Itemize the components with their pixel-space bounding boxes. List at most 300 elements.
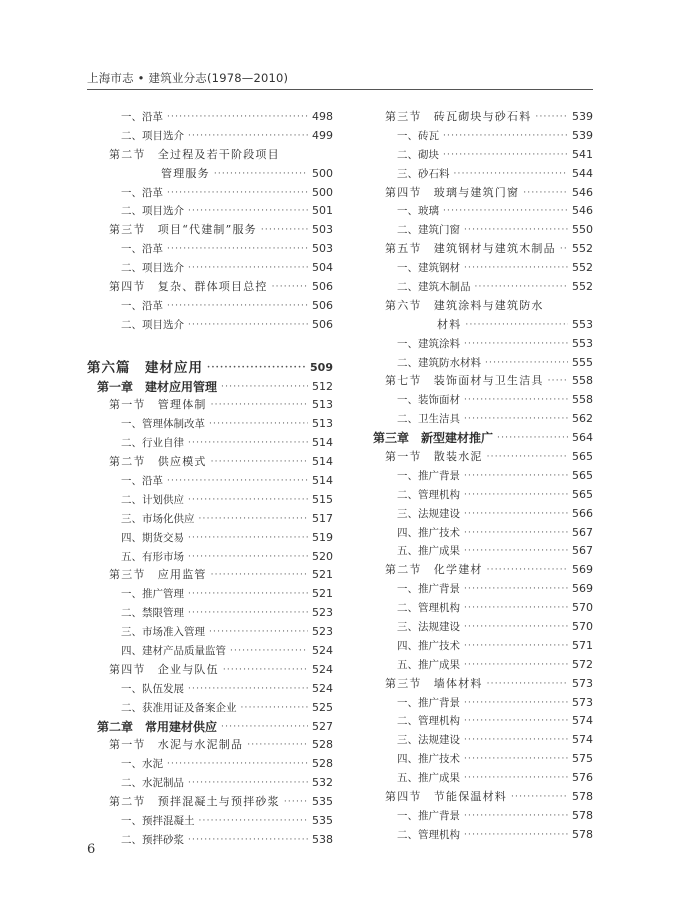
toc-entry-title: 一、推广背景 xyxy=(397,809,460,822)
dot-leader xyxy=(464,221,568,240)
toc-entry-item[interactable] xyxy=(363,618,593,637)
toc-entry-title: 一、队伍发展 xyxy=(121,682,184,695)
toc-entry-title: 三、法规建设 xyxy=(397,621,460,634)
toc-entry-page: 558 xyxy=(572,374,593,388)
toc-entry-chapter[interactable] xyxy=(87,378,333,397)
toc-entry-title: 第二节 预拌混凝土与预拌砂浆 xyxy=(109,795,280,809)
toc-entry-item[interactable] xyxy=(87,548,333,567)
toc-entry-section[interactable] xyxy=(87,278,333,297)
toc-entry-page: 553 xyxy=(572,336,593,350)
toc-entry-page: 553 xyxy=(572,317,593,331)
toc-entry-item[interactable] xyxy=(87,184,333,203)
toc-entry-item[interactable] xyxy=(87,297,333,316)
toc-entry-page: 500 xyxy=(312,166,333,180)
toc-entry-title: 四、期货交易 xyxy=(121,531,184,544)
toc-entry-title: 一、建筑涂料 xyxy=(397,337,460,350)
toc-entry-page: 552 xyxy=(572,242,593,256)
toc-entry-page: 520 xyxy=(312,549,333,563)
toc-entry-item[interactable] xyxy=(87,316,333,335)
toc-entry-page: 506 xyxy=(312,298,333,312)
dot-leader xyxy=(199,812,309,831)
dot-leader xyxy=(464,807,568,826)
toc-entry-chapter[interactable] xyxy=(363,429,593,448)
toc-entry-title: 一、推广背景 xyxy=(397,696,460,709)
toc-entry-section[interactable] xyxy=(363,788,593,807)
dot-leader xyxy=(211,453,308,472)
toc-entry-page: 550 xyxy=(572,223,593,237)
toc-entry-title: 二、水泥制品 xyxy=(121,777,184,790)
toc-entry-chapter[interactable] xyxy=(87,718,333,737)
toc-entry-page: 565 xyxy=(572,450,593,464)
toc-entry-section[interactable] xyxy=(87,396,333,415)
toc-entry-item[interactable] xyxy=(87,755,333,774)
dot-leader xyxy=(188,434,308,453)
dot-leader xyxy=(464,731,568,750)
toc-entry-item[interactable] xyxy=(87,529,333,548)
toc-entry-page: 500 xyxy=(312,185,333,199)
toc-entry-title: 一、装饰面材 xyxy=(397,394,460,407)
toc-entry-item[interactable] xyxy=(87,108,333,127)
toc-entry-page: 509 xyxy=(310,360,333,374)
toc-entry-page: 503 xyxy=(312,223,333,237)
toc-entry-section[interactable] xyxy=(87,566,333,585)
toc-entry-title: 第二章 常用建材供应 xyxy=(97,719,218,734)
toc-entry-item[interactable] xyxy=(363,221,593,240)
toc-entry-page: 578 xyxy=(572,808,593,822)
toc-entry-item[interactable] xyxy=(363,769,593,788)
toc-entry-page: 524 xyxy=(312,644,333,658)
toc-entry-item[interactable] xyxy=(87,415,333,434)
toc-entry-page: 506 xyxy=(312,317,333,331)
toc-entry-title: 二、项目选介 xyxy=(121,262,184,275)
toc-column-right xyxy=(363,108,593,845)
dot-leader xyxy=(535,108,568,127)
dot-leader xyxy=(272,278,308,297)
toc-entry-page: 565 xyxy=(572,487,593,501)
toc-entry-item[interactable] xyxy=(363,524,593,543)
dot-leader xyxy=(487,561,568,580)
toc-entry-title: 三、市场准入管理 xyxy=(121,626,205,639)
toc-entry-title: 第六节 建筑涂料与建筑防水 xyxy=(385,298,544,312)
dot-leader xyxy=(211,566,308,585)
dot-leader xyxy=(497,429,568,448)
toc-entry-page: 535 xyxy=(312,795,333,809)
section-gap xyxy=(87,335,333,359)
toc-entry-page: 528 xyxy=(312,757,333,771)
dot-leader xyxy=(464,750,568,769)
toc-entry-title: 五、推广成果 xyxy=(397,658,460,671)
toc-entry-item[interactable] xyxy=(363,146,593,165)
dot-leader xyxy=(188,604,308,623)
toc-entry-title: 第三章 新型建材推广 xyxy=(373,431,494,446)
dot-leader xyxy=(223,661,308,680)
dot-leader xyxy=(443,127,568,146)
toc-entry-page: 513 xyxy=(312,398,333,412)
toc-entry-title: 二、建筑防水材料 xyxy=(397,356,481,369)
toc-entry-section[interactable] xyxy=(87,661,333,680)
toc-entry-item[interactable] xyxy=(363,410,593,429)
toc-entry-title: 二、行业自律 xyxy=(121,437,184,450)
toc-entry-page: 552 xyxy=(572,280,593,293)
toc-entry-title: 第五节 建筑钢材与建筑木制品 xyxy=(385,242,556,256)
dot-leader xyxy=(241,699,309,718)
toc-entry-item[interactable] xyxy=(363,278,593,297)
dot-leader xyxy=(230,642,308,661)
toc-entry-section[interactable] xyxy=(87,737,333,756)
toc-entry-title: 五、推广成果 xyxy=(397,772,460,785)
toc-entry-title: 一、推广背景 xyxy=(397,469,460,482)
toc-entry-page: 501 xyxy=(312,204,333,218)
toc-entry-title: 第二节 供应模式 xyxy=(109,455,207,469)
toc-entry-page: 503 xyxy=(312,242,333,256)
toc-entry-item[interactable] xyxy=(87,510,333,529)
toc-entry-page: 555 xyxy=(572,355,593,369)
toc-entry-page: 528 xyxy=(312,738,333,752)
toc-entry-page: 564 xyxy=(572,431,593,445)
dot-leader xyxy=(464,637,568,656)
dot-leader xyxy=(487,675,568,694)
dot-leader xyxy=(464,542,568,561)
dot-leader xyxy=(548,372,568,391)
running-header: 上海市志 • 建筑业分志(1978—2010) xyxy=(87,71,289,85)
toc-entry-item[interactable] xyxy=(363,335,593,354)
toc-entry-title: 三、法规建设 xyxy=(397,734,460,747)
toc-entry-page: 535 xyxy=(312,814,333,828)
dot-leader xyxy=(167,108,308,127)
toc-entry-page: 515 xyxy=(312,492,333,506)
toc-entry-item[interactable] xyxy=(87,812,333,831)
toc-entry-title: 二、建筑门窗 xyxy=(397,224,460,237)
toc-entry-title: 三、市场化供应 xyxy=(121,512,195,525)
toc-entry-title: 一、推广背景 xyxy=(397,583,460,596)
dot-leader xyxy=(464,335,568,354)
toc-entry-page: 572 xyxy=(572,657,593,671)
toc-entry-item[interactable] xyxy=(87,642,333,661)
toc-entry-title: 第六篇 建材应用 xyxy=(87,359,203,376)
toc-entry-page: 544 xyxy=(572,166,593,180)
dot-leader xyxy=(211,396,308,415)
toc-entry-item[interactable] xyxy=(87,472,333,491)
page-number: 6 xyxy=(87,842,96,857)
toc-entry-title: 二、项目选介 xyxy=(121,129,184,142)
toc-entry-page: 521 xyxy=(312,587,333,601)
toc-entry-cont[interactable] xyxy=(363,316,593,335)
toc-entry-item[interactable] xyxy=(363,354,593,373)
dot-leader xyxy=(188,529,308,548)
toc-entry-title: 第四节 玻璃与建筑门窗 xyxy=(385,185,520,199)
toc-entry-section[interactable] xyxy=(363,184,593,203)
toc-entry-page: 524 xyxy=(312,681,333,695)
toc-entry-item[interactable] xyxy=(363,202,593,221)
dot-leader xyxy=(464,826,568,845)
toc-entry-page: 532 xyxy=(312,776,333,790)
dot-leader xyxy=(464,486,568,505)
toc-entry-title: 一、沿革 xyxy=(121,110,163,123)
toc-entry-title: 二、管理机构 xyxy=(397,488,460,501)
dot-leader xyxy=(209,623,308,642)
toc-entry-page: 571 xyxy=(572,638,593,652)
toc-entry-item[interactable] xyxy=(363,599,593,618)
toc-entry-title: 第二节 化学建材 xyxy=(385,563,483,577)
toc-entry-cont[interactable] xyxy=(87,165,333,184)
toc-entry-page: 525 xyxy=(312,700,333,714)
dot-leader xyxy=(560,240,568,259)
toc-entry-title: 一、预拌混凝土 xyxy=(121,815,195,828)
toc-entry-title: 第三节 应用监管 xyxy=(109,568,207,582)
dot-leader xyxy=(221,378,308,397)
toc-entry-page: 573 xyxy=(572,695,593,709)
toc-entry-title: 二、预拌砂浆 xyxy=(121,833,184,846)
dot-leader xyxy=(284,793,308,812)
toc-entry-item[interactable] xyxy=(363,127,593,146)
toc-entry-title: 第三节 砖瓦砌块与砂石料 xyxy=(385,109,532,123)
toc-entry-item[interactable] xyxy=(87,202,333,221)
toc-entry-item[interactable] xyxy=(363,731,593,750)
toc-entry-item[interactable] xyxy=(363,580,593,599)
toc-entry-title: 第七节 装饰面材与卫生洁具 xyxy=(385,374,544,388)
dot-leader xyxy=(475,278,569,297)
toc-entry-item[interactable] xyxy=(363,165,593,184)
dot-leader xyxy=(464,712,568,731)
toc-entry-page: 567 xyxy=(572,525,593,539)
dot-leader xyxy=(443,146,568,165)
dot-leader xyxy=(464,694,568,713)
toc-entry-item[interactable] xyxy=(87,699,333,718)
toc-entry-page: 565 xyxy=(572,468,593,482)
toc-entry-page: 514 xyxy=(312,474,333,488)
toc-entry-page: 506 xyxy=(312,280,333,293)
toc-entry-page: 546 xyxy=(572,204,593,218)
toc-entry-title: 一、玻璃 xyxy=(397,205,439,218)
dot-leader xyxy=(188,202,308,221)
toc-entry-item[interactable] xyxy=(363,391,593,410)
toc-entry-item[interactable] xyxy=(363,259,593,278)
toc-entry-page: 558 xyxy=(572,393,593,407)
toc-entry-title: 第四节 复杂、群体项目总控 xyxy=(109,280,268,293)
header-rule xyxy=(87,89,593,90)
dot-leader xyxy=(167,755,308,774)
toc-entry-item[interactable] xyxy=(87,604,333,623)
dot-leader xyxy=(487,448,568,467)
toc-entry-item[interactable] xyxy=(87,680,333,699)
toc-entry-page: 566 xyxy=(572,506,593,520)
toc-entry-title: 一、沿革 xyxy=(121,475,163,488)
toc-entry-title: 一、水泥 xyxy=(121,758,163,771)
toc-entry-item[interactable] xyxy=(363,656,593,675)
toc-entry-item[interactable] xyxy=(363,467,593,486)
toc-entry-title: 第一章 建材应用管理 xyxy=(97,379,218,394)
toc-entry-item[interactable] xyxy=(363,542,593,561)
toc-entry-title: 第二节 全过程及若干阶段项目 xyxy=(109,147,280,161)
toc-entry-title: 第一节 管理体制 xyxy=(109,398,207,412)
toc-entry-page: 517 xyxy=(312,511,333,525)
toc-entry-title: 二、砌块 xyxy=(397,148,439,161)
toc-entry-page: 573 xyxy=(572,676,593,690)
toc-entry-section[interactable] xyxy=(87,453,333,472)
dot-leader xyxy=(464,580,568,599)
toc-entry-section[interactable] xyxy=(363,240,593,259)
toc-entry-title: 三、砂石料 xyxy=(397,167,450,180)
dot-leader xyxy=(247,736,308,755)
toc-entry-page: 527 xyxy=(312,719,333,733)
dot-leader xyxy=(167,184,308,203)
dot-leader xyxy=(207,359,306,378)
toc-entry-item[interactable] xyxy=(363,750,593,769)
toc-entry-page: 570 xyxy=(572,620,593,634)
dot-leader xyxy=(221,718,308,737)
dot-leader xyxy=(464,391,568,410)
toc-entry-page: 562 xyxy=(572,412,593,426)
toc-entry-section[interactable] xyxy=(363,675,593,694)
toc-entry-title: 二、管理机构 xyxy=(397,828,460,841)
toc-entry-page: 578 xyxy=(572,790,593,804)
toc-entry-title: 四、建材产品质量监管 xyxy=(121,645,226,658)
dot-leader xyxy=(464,524,568,543)
toc-entry-page: 578 xyxy=(572,827,593,841)
dot-leader xyxy=(464,599,568,618)
toc-entry-page: 521 xyxy=(312,568,333,582)
toc-entry-title: 第三节 项目“代建制”服务 xyxy=(109,223,257,237)
toc-entry-title: 一、沿革 xyxy=(121,186,163,199)
toc-entry-page: 538 xyxy=(312,832,333,846)
dot-leader xyxy=(454,165,569,184)
dot-leader xyxy=(209,415,308,434)
dot-leader xyxy=(464,769,568,788)
toc-entry-section[interactable] xyxy=(363,297,593,316)
toc-entry-item[interactable] xyxy=(363,637,593,656)
toc-entry-page: 524 xyxy=(312,662,333,676)
dot-leader xyxy=(167,297,308,316)
toc-entry-title: 一、管理体制改革 xyxy=(121,418,205,431)
toc-entry-page: 539 xyxy=(572,109,593,123)
toc-entry-section[interactable] xyxy=(363,372,593,391)
toc-entry-title: 二、管理机构 xyxy=(397,602,460,615)
dot-leader xyxy=(464,467,568,486)
toc-entry-page: 539 xyxy=(572,128,593,142)
dot-leader xyxy=(464,410,568,429)
toc-entry-section[interactable] xyxy=(363,448,593,467)
toc-entry-page: 576 xyxy=(572,771,593,785)
toc-entry-item[interactable] xyxy=(363,486,593,505)
toc-entry-title: 管理服务 xyxy=(161,166,210,180)
toc-entry-section[interactable] xyxy=(87,221,333,240)
toc-entry-page: 514 xyxy=(312,455,333,469)
toc-entry-page: 574 xyxy=(572,714,593,728)
toc-entry-page: 575 xyxy=(572,752,593,766)
dot-leader xyxy=(188,491,308,510)
toc-entry-page: 523 xyxy=(312,606,333,620)
toc-entry-title: 第一节 水泥与水泥制品 xyxy=(109,738,244,752)
dot-leader xyxy=(485,354,568,373)
toc-entry-title: 一、砖瓦 xyxy=(397,129,439,142)
toc-entry-title: 一、沿革 xyxy=(121,299,163,312)
dot-leader xyxy=(199,510,309,529)
toc-entry-item[interactable] xyxy=(363,713,593,732)
dot-leader xyxy=(188,127,308,146)
toc-entry-item[interactable] xyxy=(363,826,593,845)
toc-entry-item[interactable] xyxy=(87,259,333,278)
toc-entry-title: 五、推广成果 xyxy=(397,545,460,558)
dot-leader xyxy=(523,184,568,203)
toc-entry-section[interactable] xyxy=(87,146,333,165)
toc-entry-title: 第一节 散装水泥 xyxy=(385,450,483,464)
toc-entry-page: 498 xyxy=(312,109,333,123)
toc-entry-item[interactable] xyxy=(87,831,333,850)
toc-entry-title: 一、建筑钢材 xyxy=(397,262,460,275)
toc-entry-title: 一、推广管理 xyxy=(121,588,184,601)
toc-entry-page: 569 xyxy=(572,563,593,577)
toc-entry-title: 二、禁限管理 xyxy=(121,607,184,620)
toc-entry-page: 504 xyxy=(312,261,333,275)
dot-leader xyxy=(511,788,568,807)
toc-entry-title: 四、推广技术 xyxy=(397,639,460,652)
toc-entry-item[interactable] xyxy=(87,774,333,793)
dot-leader xyxy=(214,165,308,184)
toc-entry-title: 二、项目选介 xyxy=(121,318,184,331)
dot-leader xyxy=(464,618,568,637)
toc-entry-section[interactable] xyxy=(87,793,333,812)
dot-leader xyxy=(465,316,568,335)
dot-leader xyxy=(188,680,308,699)
toc-entry-page: 569 xyxy=(572,582,593,596)
dot-leader xyxy=(188,585,308,604)
toc-entry-title: 二、建筑木制品 xyxy=(397,281,471,293)
toc-entry-title: 材料 xyxy=(437,317,462,331)
toc-entry-title: 二、项目选介 xyxy=(121,205,184,218)
toc-entry-title: 第三节 墙体材料 xyxy=(385,676,483,690)
toc-entry-page: 567 xyxy=(572,544,593,558)
dot-leader xyxy=(188,548,308,567)
dot-leader xyxy=(464,656,568,675)
toc-entry-page: 499 xyxy=(312,128,333,142)
toc-entry-page: 519 xyxy=(312,530,333,544)
toc-entry-title: 第四节 企业与队伍 xyxy=(109,662,219,676)
toc-entry-title: 二、计划供应 xyxy=(121,493,184,506)
toc-entry-title: 二、卫生洁具 xyxy=(397,413,460,426)
dot-leader xyxy=(261,221,308,240)
dot-leader xyxy=(188,831,308,850)
toc-entry-title: 五、有形市场 xyxy=(121,550,184,563)
toc-entry-page: 541 xyxy=(572,147,593,161)
toc-entry-item[interactable] xyxy=(87,491,333,510)
toc-entry-page: 512 xyxy=(312,379,333,393)
toc-entry-title: 四、推广技术 xyxy=(397,753,460,766)
toc-entry-page: 574 xyxy=(572,733,593,747)
dot-leader xyxy=(188,259,308,278)
toc-column-left xyxy=(87,108,333,850)
toc-entry-title: 二、获准用证及备案企业 xyxy=(121,701,237,714)
dot-leader xyxy=(167,472,308,491)
dot-leader xyxy=(188,774,308,793)
toc-entry-item[interactable] xyxy=(87,240,333,259)
toc-entry-page: 514 xyxy=(312,436,333,450)
toc-entry-item[interactable] xyxy=(87,434,333,453)
toc-entry-title: 四、推广技术 xyxy=(397,526,460,539)
toc-entry-item[interactable] xyxy=(363,807,593,826)
toc-entry-item[interactable] xyxy=(363,505,593,524)
toc-entry-title: 三、法规建设 xyxy=(397,507,460,520)
dot-leader xyxy=(464,505,568,524)
toc-entry-title: 二、管理机构 xyxy=(397,715,460,728)
toc-entry-item[interactable] xyxy=(363,694,593,713)
toc-entry-section[interactable] xyxy=(363,108,593,127)
toc-entry-item[interactable] xyxy=(87,623,333,642)
toc-entry-section[interactable] xyxy=(363,561,593,580)
toc-entry-page: 546 xyxy=(572,185,593,199)
toc-entry-item[interactable] xyxy=(87,585,333,604)
toc-entry-part[interactable] xyxy=(87,359,333,378)
toc-entry-item[interactable] xyxy=(87,127,333,146)
